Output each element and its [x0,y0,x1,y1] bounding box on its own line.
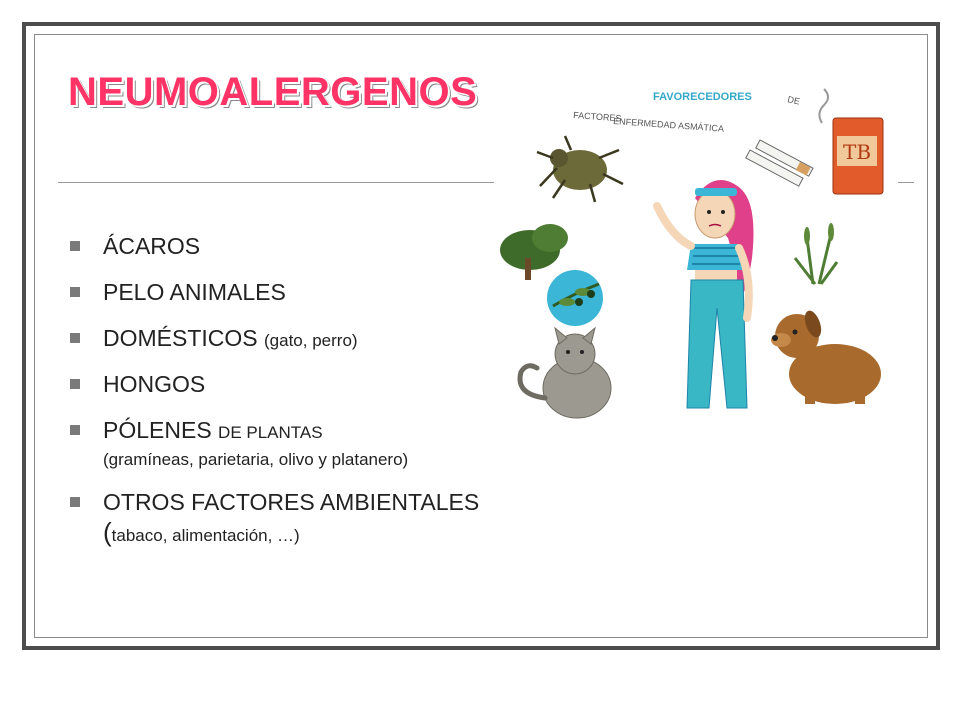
girl-with-asthma-icon [657,180,754,408]
list-item-acaros [70,229,479,275]
list-item-otros-factores [70,485,479,531]
dust-mite-icon [537,136,623,202]
square-bullet-icon [70,379,80,389]
item-note: DE PLANTAS [218,423,323,442]
item-paren: ( [103,517,112,547]
olive-branch-icon [547,270,603,326]
list-item-domesticos [70,321,479,367]
allergen-list [70,229,479,561]
item-label: OTROS FACTORES AMBIENTALES [103,489,480,515]
caption-factores: FACTORES [572,110,622,124]
caption-favorecedores: FAVORECEDORES [653,91,752,103]
item-label: DOMÉSTICOS [103,325,258,351]
dog-icon [771,308,881,404]
item-label: ÁCAROS [103,233,201,259]
cat-icon [520,328,611,418]
grass-plant-icon [795,223,837,284]
slide-title: NEUMOALERGENOS [68,70,478,114]
tobacco-pack-icon [833,118,883,194]
caption-de: DE [786,94,801,107]
list-item-pelo-animales [70,275,479,321]
item-subtext: tabaco, alimentación, …) [111,526,300,545]
square-bullet-icon [70,287,80,297]
square-bullet-icon [70,425,80,435]
asthma-factors-illustration [495,88,905,428]
item-label: PELO ANIMALES [103,279,286,305]
item-note: (gato, perro) [264,331,358,350]
caption-enfermedad: ENFERMEDAD ASMÁTICA [612,116,725,134]
square-bullet-icon [70,497,80,507]
olive-tree-icon [500,224,568,280]
square-bullet-icon [70,241,80,251]
item-label: HONGOS [103,371,206,397]
square-bullet-icon [70,333,80,343]
item-label: PÓLENES [103,417,212,443]
list-item-polenes [70,413,479,459]
list-item-hongos [70,367,479,413]
title-divider [58,182,494,183]
tobacco-pack-label: TB [843,140,872,164]
item-subtext: (gramíneas, parietaria, olivo y platanero) [103,450,409,469]
